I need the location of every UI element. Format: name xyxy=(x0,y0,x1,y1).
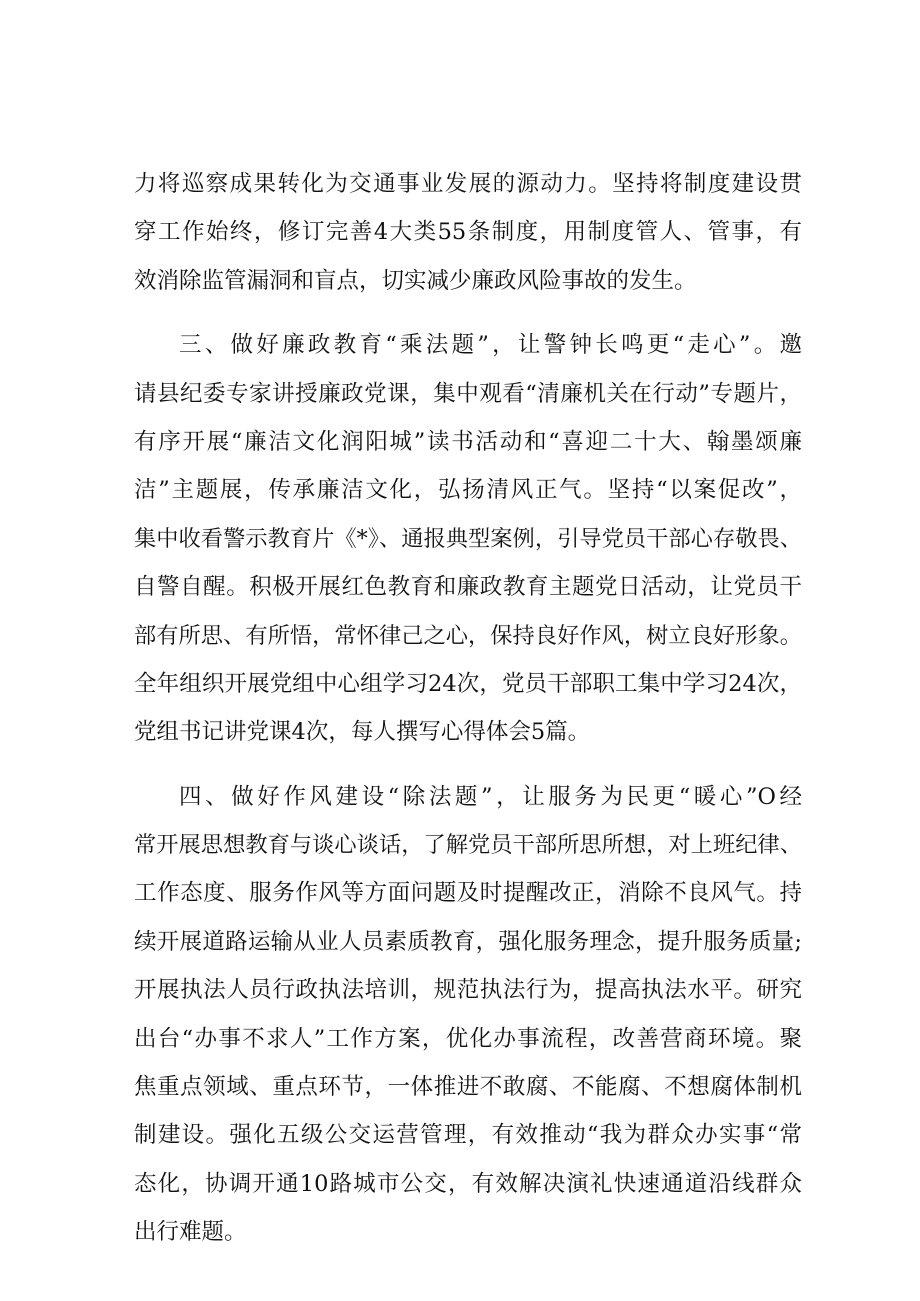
paragraph-institution-building xyxy=(134,160,802,305)
text-line: 态化，协调开通10路城市公交，有效解决演礼快速通道沿线群众 xyxy=(134,1170,802,1197)
text-line: 洁”主题展，传承廉洁文化，弘扬清风正气。坚持“以案促改”， xyxy=(134,477,802,504)
text-line: 三、做好廉政教育“乘法题”，让警钟长鸣更“走心”。邀 xyxy=(179,332,802,359)
paragraph-integrity-education xyxy=(134,321,802,757)
text-line: 出行难题。 xyxy=(134,1219,247,1246)
text-line: 党组书记讲党课4次，每人撰写心得体会5篇。 xyxy=(134,719,591,746)
text-line: 集中收看警示教育片《*》、通报典型案例，引导党员干部心存敬畏、 xyxy=(134,525,802,552)
text-line: 常开展思想教育与谈心谈话，了解党员干部所思所想，对上班纪律、 xyxy=(134,832,802,859)
text-line: 自警自醒。积极开展红色教育和廉政教育主题党日活动，让党员干 xyxy=(134,574,802,601)
paragraph-work-style xyxy=(134,773,802,1257)
text-line: 出台“办事不求人”工作方案，优化办事流程，改善营商环境。聚 xyxy=(134,1025,802,1052)
paragraph-gap xyxy=(134,305,802,321)
text-line: 全年组织开展党组中心组学习24次，党员干部职工集中学习24次， xyxy=(134,670,802,697)
text-line: 有序开展“廉洁文化润阳城”读书活动和“喜迎二十大、翰墨颂廉 xyxy=(134,428,802,455)
text-line: 穿工作始终，修订完善4大类55条制度，用制度管人、管事，有 xyxy=(134,219,802,246)
text-line: 四、做好作风建设“除法题”，让服务为民更“暖心”O经 xyxy=(179,783,802,810)
text-line: 请县纪委专家讲授廉政党课，集中观看“清廉机关在行动”专题片， xyxy=(134,380,802,407)
text-line: 开展执法人员行政执法培训，规范执法行为，提高执法水平。研究 xyxy=(134,977,802,1004)
text-line: 续开展道路运输从业人员素质教育，强化服务理念，提升服务质量; xyxy=(134,928,802,955)
paragraph-gap xyxy=(134,757,802,773)
text-line: 部有所思、有所悟，常怀律己之心，保持良好作风，树立良好形象。 xyxy=(134,622,802,649)
text-line: 工作态度、服务作风等方面问题及时提醒改正，消除不良风气。持 xyxy=(134,880,802,907)
text-line: 力将巡察成果转化为交通事业发展的源动力。坚持将制度建设贯 xyxy=(134,171,802,197)
text-line: 焦重点领域、重点环节，一体推进不敢腐、不能腐、不想腐体制机 xyxy=(134,1074,802,1101)
document-body xyxy=(134,160,802,1257)
text-line: 效消除监管漏洞和盲点，切实减少廉政风险事故的发生。 xyxy=(134,267,697,294)
text-line: 制建设。强化五级公交运营管理，有效推动“我为群众办实事“常 xyxy=(134,1122,802,1149)
